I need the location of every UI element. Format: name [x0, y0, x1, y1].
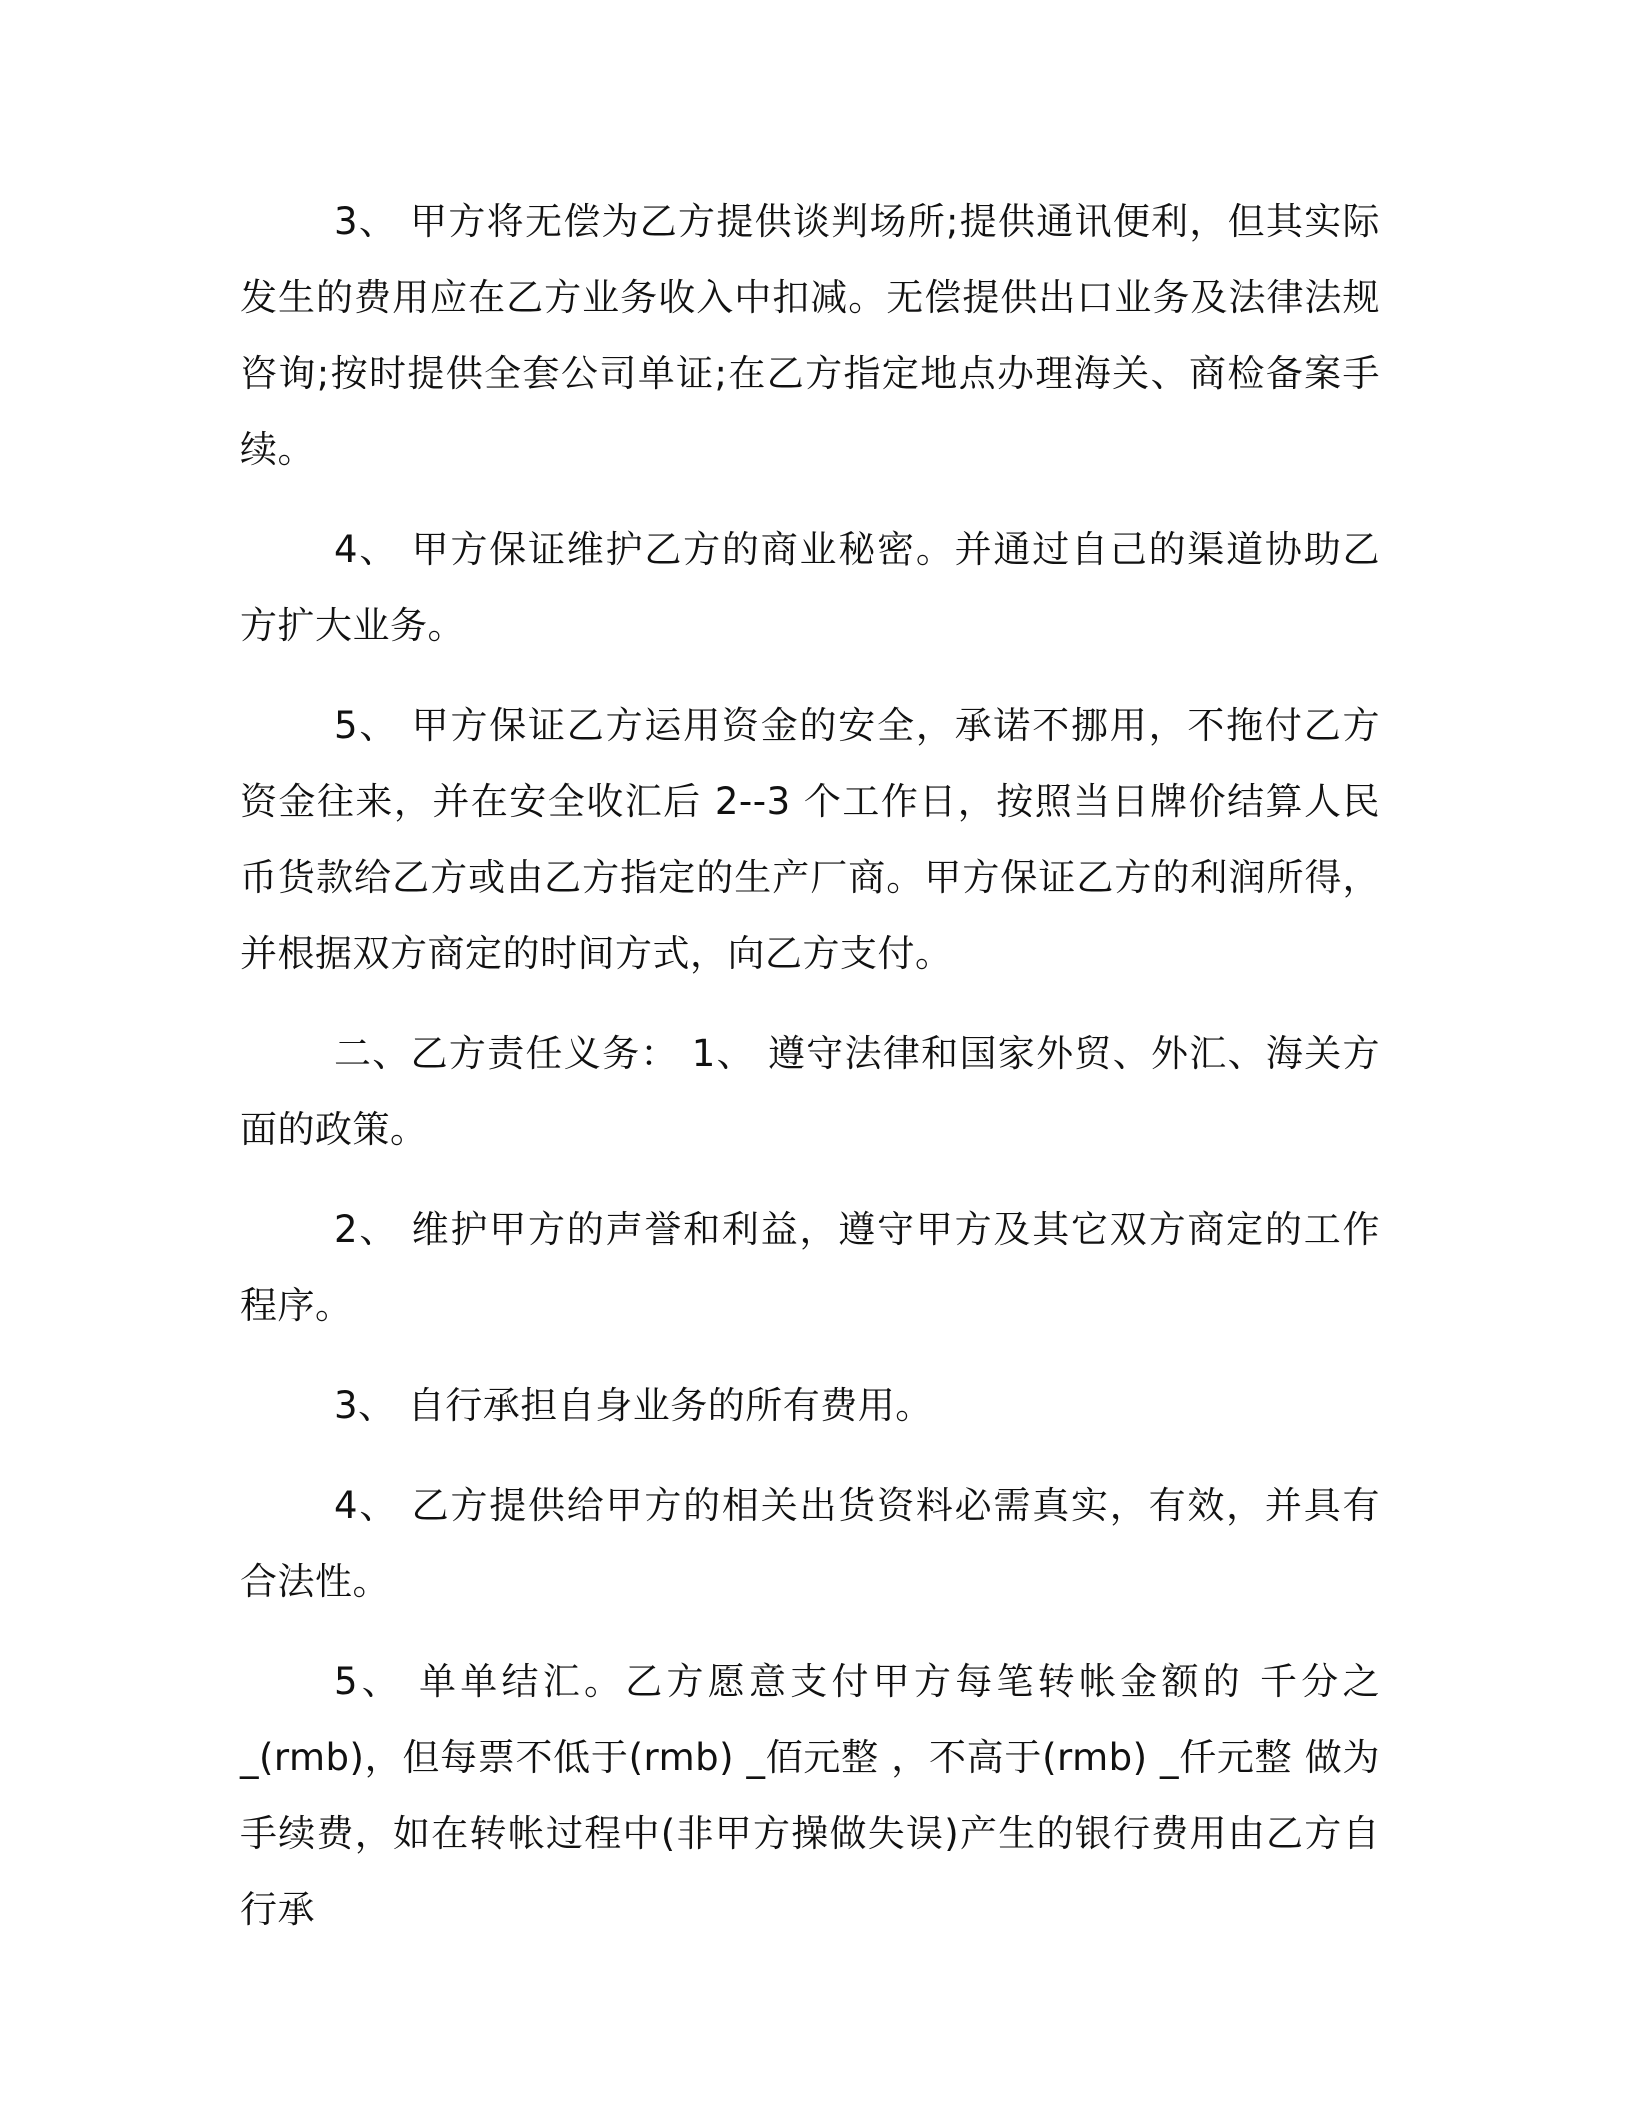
paragraph-clause-5: 5、 甲方保证乙方运用资金的安全，承诺不挪用，不拖付乙方资金往来，并在安全收汇后 2--3 个工作日，按照当日牌价结算人民币货款给乙方或由乙方指定的生产厂商。甲方保证乙方的利润所得，并根据双方商定的时间方式，向乙方支付。 — [240, 704, 1380, 975]
document-body — [240, 184, 1380, 1972]
paragraph-b-clause-4: 4、 乙方提供给甲方的相关出货资料必需真实，有效，并具有合法性。 — [240, 1484, 1380, 1603]
paragraph-clause-4: 4、 甲方保证维护乙方的商业秘密。并通过自己的渠道协助乙方扩大业务。 — [240, 528, 1380, 647]
paragraph-clause-3: 3、 甲方将无偿为乙方提供谈判场所;提供通讯便利，但其实际发生的费用应在乙方业务收入中扣减。无偿提供出口业务及法律法规咨询;按时提供全套公司单证;在乙方指定地点办理海关、商检备案手续。 — [240, 200, 1380, 471]
paragraph-b-clause-5: 5、 单单结汇。乙方愿意支付甲方每笔转帐金额的 千分之 _(rmb)，但每票不低于(rmb) _佰元整 ，不高于(rmb) _仟元整 做为手续费，如在转帐过程中(非甲方操做失误)产生的银行费用由乙方自行承 — [240, 1660, 1380, 1931]
paragraph-b-clause-2: 2、 维护甲方的声誉和利益，遵守甲方及其它双方商定的工作程序。 — [240, 1208, 1380, 1327]
paragraph-party-b-duties: 二、乙方责任义务： 1、 遵守法律和国家外贸、外汇、海关方面的政策。 — [240, 1032, 1380, 1151]
paragraph-b-clause-3: 3、 自行承担自身业务的所有费用。 — [334, 1384, 933, 1427]
